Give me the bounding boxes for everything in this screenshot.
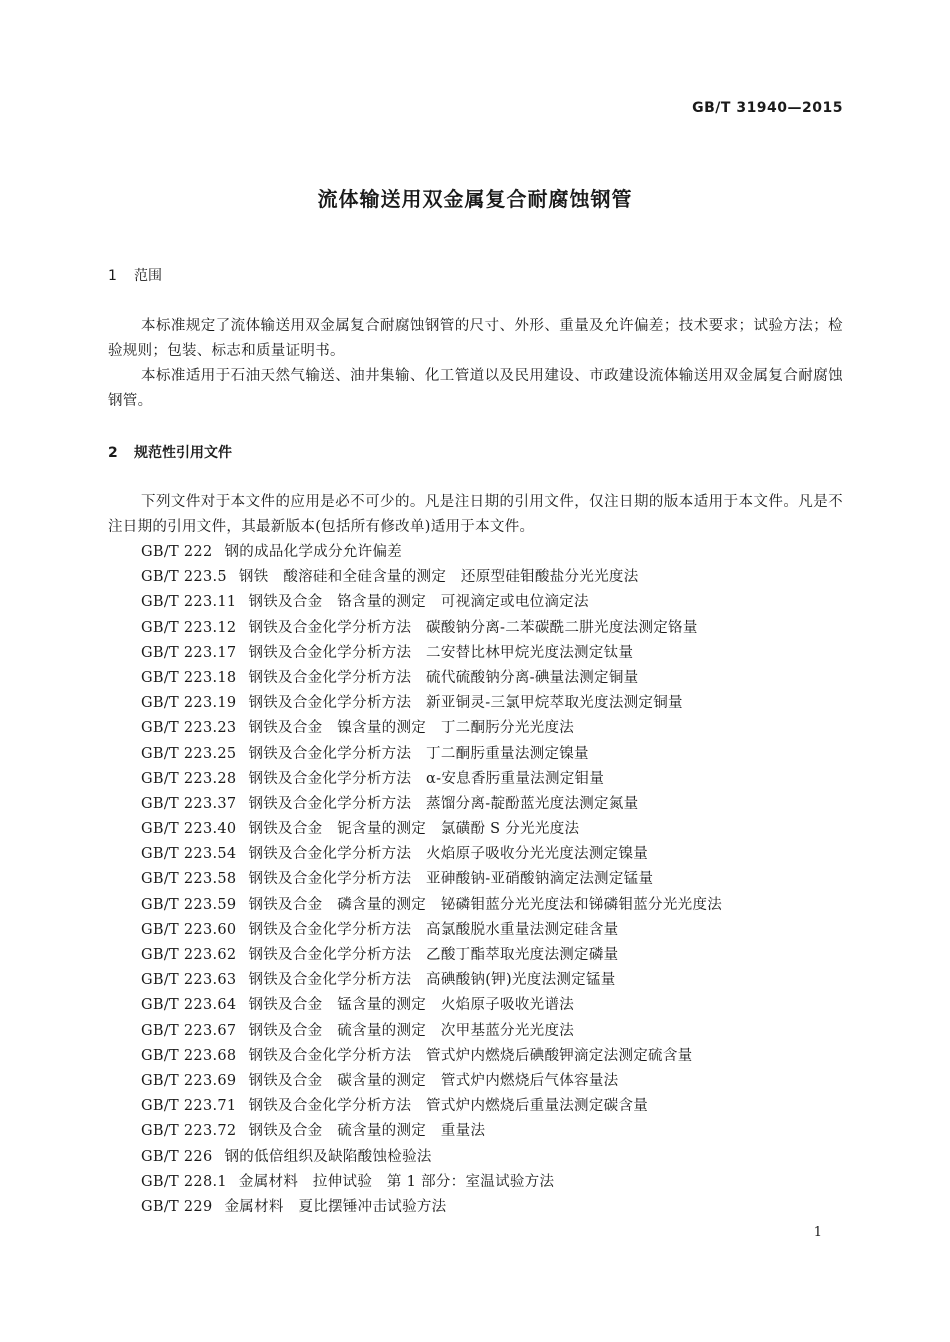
reference-title: 钢铁及合金 铬含量的测定 可视滴定或电位滴定法 xyxy=(248,594,589,611)
section-1-paragraph-1: 本标准规定了流体输送用双金属复合耐腐蚀钢管的尺寸、外形、重量及允许偏差；技术要求；试验方法；检验规则；包装、标志和质量证明书。 xyxy=(108,318,843,359)
reference-code: GB/T 223.37 xyxy=(141,795,237,812)
reference-title: 金属材料 拉伸试验 第 1 部分：室温试验方法 xyxy=(238,1173,555,1190)
reference-item xyxy=(141,1019,846,1044)
reference-title: 钢铁及合金化学分析方法 新亚铜灵-三氯甲烷萃取光度法测定铜量 xyxy=(248,695,683,712)
reference-code: GB/T 229 xyxy=(141,1198,213,1215)
reference-item xyxy=(141,1069,846,1094)
section-1-number: 1 xyxy=(108,268,117,284)
reference-code: GB/T 223.69 xyxy=(141,1072,237,1089)
reference-item xyxy=(141,540,846,565)
reference-code: GB/T 223.59 xyxy=(141,896,237,913)
reference-code: GB/T 223.63 xyxy=(141,972,237,989)
standard-code: GB/T 31940—2015 xyxy=(692,100,843,116)
reference-code: GB/T 223.71 xyxy=(141,1098,237,1115)
reference-item xyxy=(141,918,846,943)
reference-title: 钢铁及合金化学分析方法 高氯酸脱水重量法测定硅含量 xyxy=(248,921,619,938)
reference-title: 钢铁及合金化学分析方法 亚砷酸钠-亚硝酸钠滴定法测定锰量 xyxy=(248,871,654,888)
section-2-number: 2 xyxy=(108,445,118,461)
reference-code: GB/T 223.5 xyxy=(141,569,227,586)
reference-title: 钢铁及合金化学分析方法 硫代硫酸钠分离-碘量法测定铜量 xyxy=(248,669,639,686)
reference-title: 钢铁及合金 硫含量的测定 重量法 xyxy=(248,1123,486,1140)
reference-title: 金属材料 夏比摆锤冲击试验方法 xyxy=(224,1198,447,1215)
reference-code: GB/T 223.60 xyxy=(141,921,237,938)
section-1-heading xyxy=(108,265,162,285)
reference-item xyxy=(141,993,846,1018)
reference-title: 钢铁及合金化学分析方法 二安替比林甲烷光度法测定钛量 xyxy=(248,644,634,661)
reference-item xyxy=(141,1044,846,1069)
reference-code: GB/T 223.68 xyxy=(141,1047,237,1064)
reference-item xyxy=(141,716,846,741)
section-2-intro: 下列文件对于本文件的应用是必不可少的。凡是注日期的引用文件，仅注日期的版本适用于本文件。凡是不注日期的引用文件，其最新版本(包括所有修改单)适用于本文件。 xyxy=(108,494,843,535)
reference-item xyxy=(141,1170,846,1195)
reference-item xyxy=(141,1119,846,1144)
reference-title: 钢铁及合金 镍含量的测定 丁二酮肟分光光度法 xyxy=(248,720,575,737)
reference-item xyxy=(141,1094,846,1119)
reference-title: 钢铁及合金 磷含量的测定 铋磷钼蓝分光光度法和锑磷钼蓝分光光度法 xyxy=(248,896,723,913)
reference-code: GB/T 223.67 xyxy=(141,1022,237,1039)
reference-item xyxy=(141,867,846,892)
reference-code: GB/T 222 xyxy=(141,544,213,560)
reference-title: 钢铁及合金 碳含量的测定 管式炉内燃烧后气体容量法 xyxy=(248,1072,619,1089)
reference-title: 钢铁及合金化学分析方法 高碘酸钠(钾)光度法测定锰量 xyxy=(248,972,616,989)
reference-item xyxy=(141,590,846,615)
reference-code: GB/T 223.23 xyxy=(141,720,237,737)
reference-code: GB/T 223.40 xyxy=(141,821,237,838)
reference-title: 钢铁及合金 锰含量的测定 火焰原子吸收光谱法 xyxy=(248,997,575,1014)
section-2-title: 规范性引用文件 xyxy=(134,445,232,461)
reference-title: 钢铁及合金化学分析方法 丁二酮肟重量法测定镍量 xyxy=(248,745,589,762)
reference-title: 钢的成品化学成分允许偏差 xyxy=(224,544,403,560)
reference-title: 钢铁及合金 硫含量的测定 次甲基蓝分光光度法 xyxy=(248,1022,575,1039)
reference-title: 钢铁及合金化学分析方法 乙酸丁酯萃取光度法测定磷量 xyxy=(248,947,619,963)
reference-item xyxy=(141,817,846,842)
reference-title: 钢铁 酸溶硅和全硅含量的测定 还原型硅钼酸盐分光光度法 xyxy=(238,569,639,586)
section-1-title: 范围 xyxy=(134,268,162,284)
reference-code: GB/T 223.54 xyxy=(141,846,237,863)
reference-code: GB/T 228.1 xyxy=(141,1173,227,1190)
reference-code: GB/T 223.19 xyxy=(141,695,237,712)
reference-item xyxy=(141,1195,846,1220)
reference-item xyxy=(141,842,846,867)
reference-item xyxy=(141,641,846,666)
reference-item xyxy=(141,792,846,817)
reference-code: GB/T 223.18 xyxy=(141,669,237,686)
reference-code: GB/T 223.58 xyxy=(141,871,237,888)
reference-item xyxy=(141,968,846,993)
reference-item xyxy=(141,893,846,918)
reference-title: 钢铁及合金化学分析方法 蒸馏分离-靛酚蓝光度法测定氮量 xyxy=(248,795,639,812)
reference-title: 钢铁及合金化学分析方法 管式炉内燃烧后碘酸钾滴定法测定硫含量 xyxy=(248,1047,693,1064)
normative-reference-list xyxy=(141,540,846,1220)
reference-item xyxy=(141,742,846,767)
reference-item xyxy=(141,943,846,968)
page-number: 1 xyxy=(813,1225,822,1240)
reference-code: GB/T 223.11 xyxy=(141,594,237,611)
reference-item xyxy=(141,616,846,641)
reference-code: GB/T 223.72 xyxy=(141,1123,237,1140)
reference-code: GB/T 223.25 xyxy=(141,745,237,762)
reference-item xyxy=(141,565,846,590)
reference-title: 钢铁及合金化学分析方法 碳酸钠分离-二苯碳酰二肼光度法测定铬量 xyxy=(248,619,698,636)
reference-title: 钢的低倍组织及缺陷酸蚀检验法 xyxy=(224,1148,432,1165)
section-2-heading xyxy=(108,442,232,462)
reference-item xyxy=(141,1145,846,1170)
reference-title: 钢铁及合金化学分析方法 火焰原子吸收分光光度法测定镍量 xyxy=(248,846,649,863)
reference-code: GB/T 223.12 xyxy=(141,619,237,636)
reference-code: GB/T 223.28 xyxy=(141,770,237,787)
reference-item xyxy=(141,691,846,716)
reference-code: GB/T 226 xyxy=(141,1148,213,1165)
reference-item xyxy=(141,767,846,792)
reference-item xyxy=(141,666,846,691)
reference-code: GB/T 223.17 xyxy=(141,644,237,661)
reference-code: GB/T 223.64 xyxy=(141,997,237,1014)
reference-title: 钢铁及合金化学分析方法 α-安息香肟重量法测定钼量 xyxy=(248,770,605,787)
reference-title: 钢铁及合金 铌含量的测定 氯磺酚 S 分光光度法 xyxy=(248,821,580,838)
section-1-paragraph-2: 本标准适用于石油天然气输送、油井集输、化工管道以及民用建设、市政建设流体输送用双金属复合耐腐蚀钢管。 xyxy=(108,368,843,409)
reference-title: 钢铁及合金化学分析方法 管式炉内燃烧后重量法测定碳含量 xyxy=(248,1098,649,1115)
document-title: 流体输送用双金属复合耐腐蚀钢管 xyxy=(317,187,633,211)
reference-code: GB/T 223.62 xyxy=(141,947,237,963)
